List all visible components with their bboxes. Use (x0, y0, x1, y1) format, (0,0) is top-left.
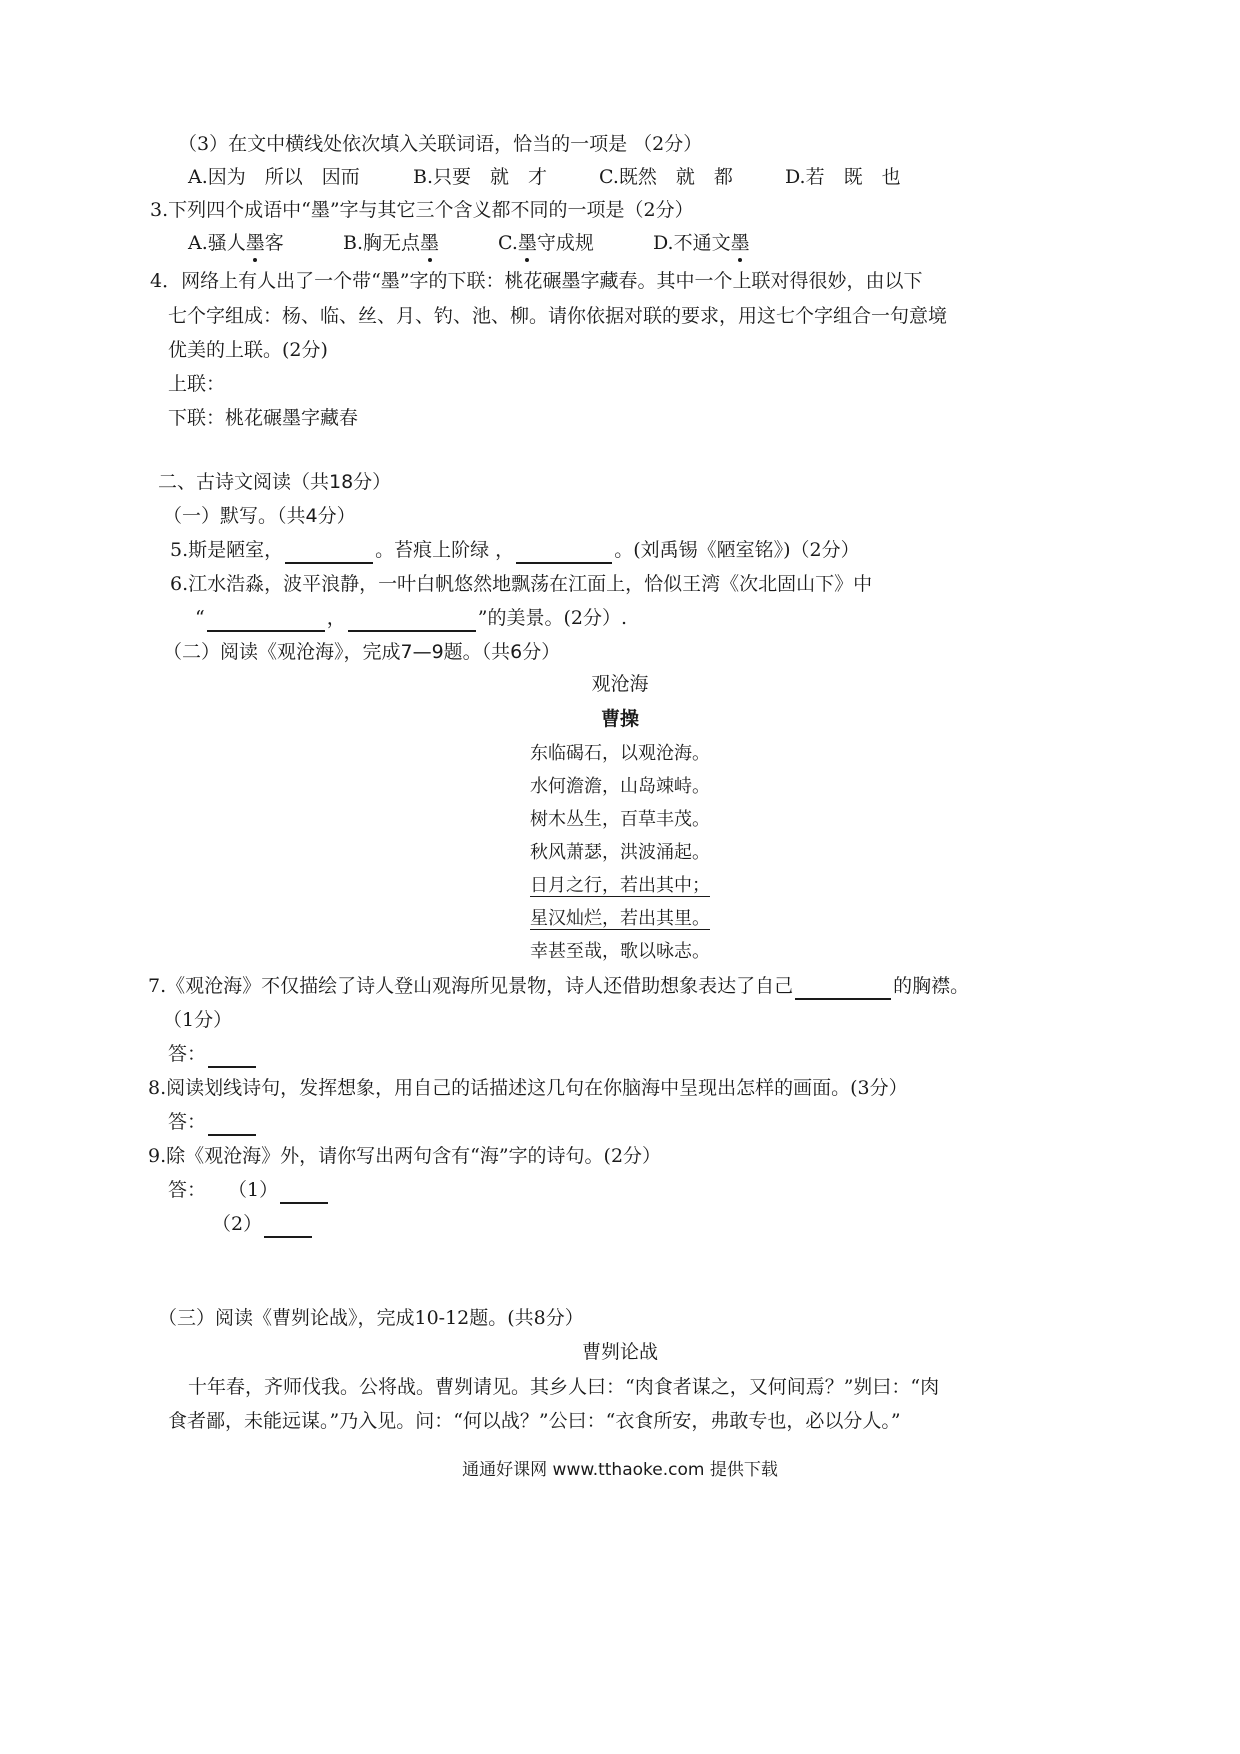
q3-stem: 3.下列四个成语中“墨”字与其它三个含义都不同的一项是（2分） (150, 199, 694, 221)
passage-line1: 十年春，齐师伐我。公将战。曹刿请见。其乡人曰：“肉食者谋之，又何间焉？”刿曰：“肉 (188, 1376, 940, 1398)
poem-line: 东临碣石，以观沧海。 (530, 743, 710, 764)
answer-blank[interactable] (264, 1216, 312, 1238)
passage-title: 曹刿论战 (581, 1341, 658, 1363)
option-b: B.只要 就 才 (413, 166, 548, 188)
poem-line: 秋风萧瑟，洪波涌起。 (530, 842, 710, 863)
q9-stem: 9.除《观沧海》外，请你写出两句含有“海”字的诗句。(2分） (148, 1145, 662, 1167)
section3-title: （三）阅读《曹刿论战》，完成10-12题。(共8分） (158, 1307, 584, 1329)
q6-line2: “ ， ”的美景。(2分）. (195, 604, 627, 632)
answer-blank[interactable] (208, 1046, 256, 1068)
q3-options (188, 229, 750, 257)
q8-stem: 8.阅读划线诗句，发挥想象，用自己的话描述这几句在你脑海中呈现出怎样的画面。(3分） (148, 1077, 908, 1099)
dotted-char: 墨 (246, 229, 265, 257)
dotted-char: 墨 (420, 229, 439, 257)
dotted-char: 墨 (731, 229, 750, 257)
option-d: D.不通文墨 (653, 229, 750, 257)
q4-lower-couplet: 下联：桃花碾墨字藏春 (168, 407, 359, 429)
dotted-char: 墨 (518, 229, 537, 257)
poem-line: 树木丛生，百草丰茂。 (530, 809, 710, 830)
q9-answer-2: （2） (212, 1210, 314, 1238)
answer-blank[interactable] (516, 542, 612, 564)
q8-answer: 答： (168, 1108, 258, 1136)
option-b: B.胸无点墨 (343, 229, 498, 257)
q5-line: 5.斯是陋室， 。苔痕上阶绿 ， 。(刘禹锡《陋室铭》)（2分） (170, 536, 860, 564)
poem-line: 幸甚至哉，歌以咏志。 (530, 941, 710, 962)
section2-title: 二、古诗文阅读（共18分） (158, 471, 392, 493)
q3-sub-options (188, 163, 901, 191)
q4-line1: 4．网络上有人出了一个带“墨”字的下联：桃花碾墨字藏春。其中一个上联对得很妙，由以下 (150, 270, 923, 292)
q3-sub-stem: （3）在文中横线处依次填入关联词语，恰当的一项是 （2分） (178, 133, 703, 155)
answer-blank[interactable] (280, 1182, 328, 1204)
answer-blank[interactable] (208, 1114, 256, 1136)
poem-title: 观沧海 (591, 673, 649, 695)
poem-line: 水何澹澹，山岛竦峙。 (530, 776, 710, 797)
poem-line-underlined: 星汉灿烂，若出其里。 (530, 908, 710, 929)
poem-line-underlined: 日月之行，若出其中； (530, 875, 710, 896)
answer-blank[interactable] (795, 978, 891, 1000)
q4-upper-couplet: 上联： (168, 373, 226, 395)
q9-answer-1: 答： （1） (168, 1176, 330, 1204)
q6-line1: 6.江水浩淼，波平浪静，一叶白帆悠然地飘荡在江面上，恰似王湾《次北固山下》中 (170, 573, 873, 595)
answer-blank[interactable] (285, 542, 373, 564)
option-a: A.骚人墨客 (188, 229, 343, 257)
poem-author: 曹操 (600, 708, 639, 730)
q4-line3: 优美的上联。(2分) (168, 339, 328, 361)
q4-line2: 七个字组成：杨、临、丝、月、钓、池、柳。请你依据对联的要求，用这七个字组合一句意境 (168, 305, 948, 327)
option-d: D.若 既 也 (785, 166, 901, 188)
option-c: C.既然 就 都 (599, 166, 733, 188)
section2-part2-title: （二）阅读《观沧海》，完成7—9题。（共6分） (163, 641, 561, 663)
option-a: A.因为 所以 因而 (188, 166, 360, 188)
answer-blank[interactable] (348, 610, 476, 632)
footer-text: 通通好课网 www.tthaoke.com 提供下载 (462, 1460, 778, 1480)
q7-score: （1分） (163, 1009, 233, 1031)
q7-answer: 答： (168, 1040, 258, 1068)
answer-blank[interactable] (207, 610, 325, 632)
option-c: C.墨守成规 (498, 229, 653, 257)
passage-line2: 食者鄙，未能远谋。”乃入见。问：“何以战？”公曰：“衣食所安，弗敢专也，必以分人。” (168, 1410, 901, 1432)
section2-part1-title: （一）默写。（共4分） (163, 505, 356, 527)
q7-line: 7.《观沧海》不仅描绘了诗人登山观海所见景物，诗人还借助想象表达了自己 的胸襟。 (148, 972, 969, 1000)
